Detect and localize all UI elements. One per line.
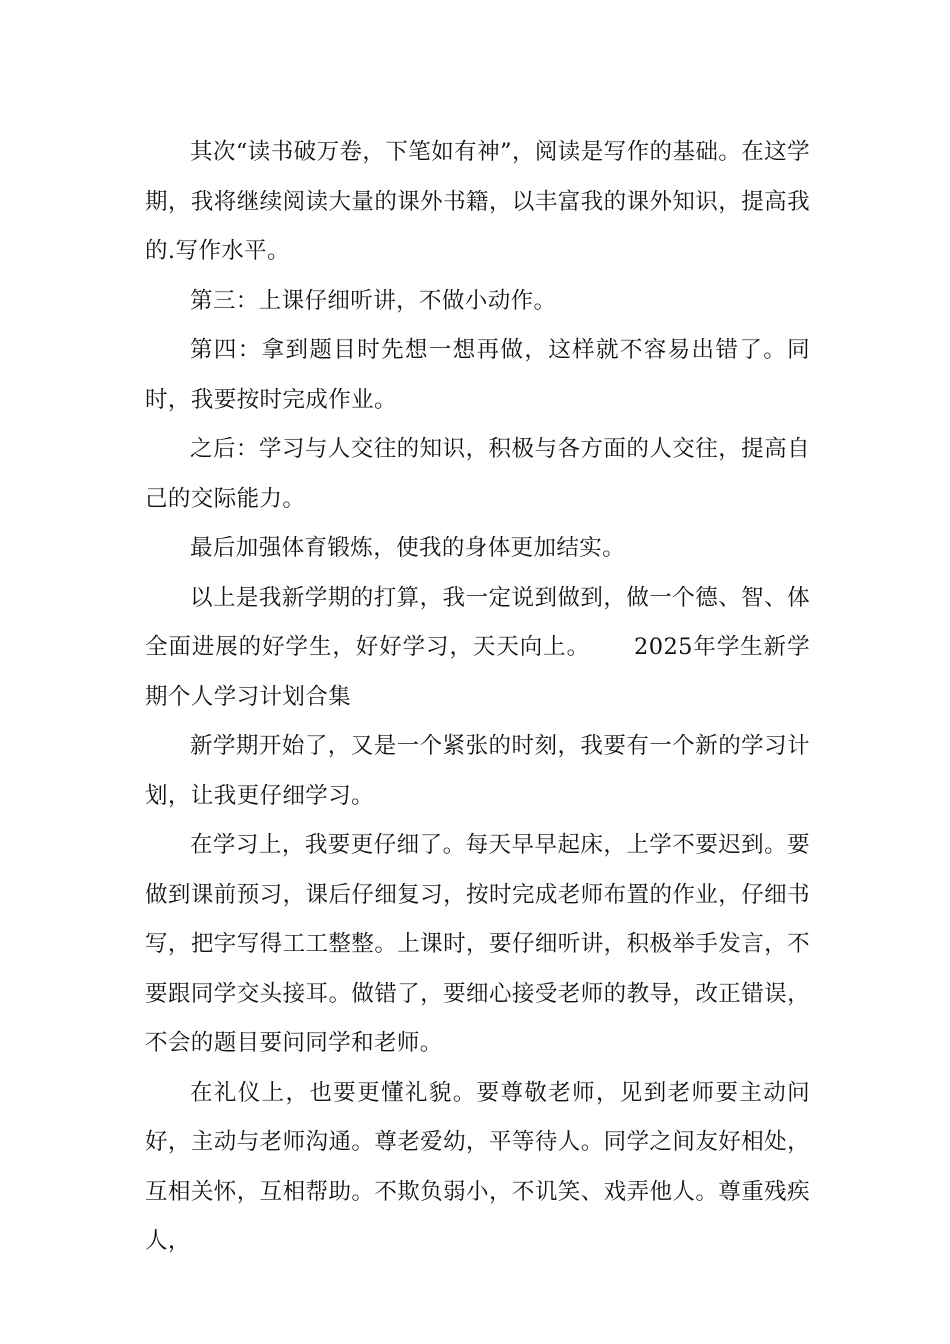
paragraph-text: 之后：学习与人交往的知识，积极与各方面的人交往，提高自己的交际能力。: [145, 436, 810, 512]
paragraph-summary: [145, 574, 810, 723]
paragraph-fourth: [145, 326, 810, 425]
paragraph-text: 以上是我新学期的打算，我一定说到做到，做一个德、智、体全面进展的好学生，好好学习，天天向上。: [145, 584, 810, 660]
paragraph-text: 第四：拿到题目时先想一想再做，这样就不容易出错了。同时，我要按时完成作业。: [145, 337, 810, 413]
paragraph-new-term: [145, 722, 810, 821]
paragraph-text: 第三：上课仔细听讲，不做小动作。: [190, 287, 557, 314]
paragraph-reading: [145, 128, 810, 277]
paragraph-text: 新学期开始了，又是一个紧张的时刻，我要有一个新的学习计划，让我更仔细学习。: [145, 733, 810, 809]
inline-heading: 2025年学生新学期个人学习计划合集: [145, 634, 810, 710]
paragraph-exercise: [145, 524, 810, 574]
paragraph-text: 在学习上，我要更仔细了。每天早早起床，上学不要迟到。要做到课前预习，课后仔细复习，按时完成老师布置的作业，仔细书写，把字写得工工整整。上课时，要仔细听讲，积极举手发言，不要跟同学交头接耳。做错了，要细心接受老师的教导，改正错误，不会的题目要问同学和老师。: [145, 832, 810, 1056]
paragraph-study: [145, 821, 810, 1069]
paragraph-social: [145, 425, 810, 524]
paragraph-text: 其次“读书破万卷，下笔如有神”，阅读是写作的基础。在这学期，我将继续阅读大量的课外书籍，以丰富我的课外知识，提高我的.写作水平。: [145, 139, 810, 264]
paragraph-text: 在礼仪上，也要更懂礼貌。要尊敬老师，见到老师要主动问好，主动与老师沟通。尊老爱幼，平等待人。同学之间友好相处，互相关怀，互相帮助。不欺负弱小，不讥笑、戏弄他人。尊重残疾人，: [145, 1079, 810, 1254]
document-body: [145, 128, 810, 1267]
paragraph-third: [145, 277, 810, 327]
paragraph-text: 最后加强体育锻炼，使我的身体更加结实。: [190, 535, 626, 561]
paragraph-etiquette: [145, 1069, 810, 1267]
